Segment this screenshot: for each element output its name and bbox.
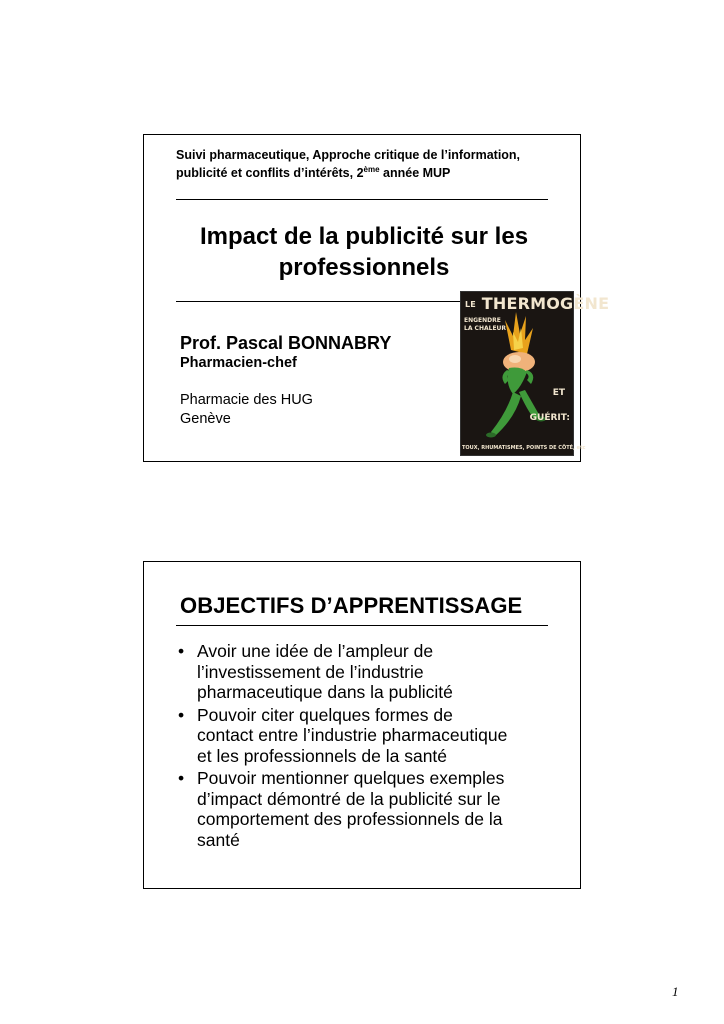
presenter-city: Genève (180, 411, 231, 427)
list-item (178, 705, 548, 767)
bullet-icon: • (178, 704, 185, 725)
course-header-line2-pre: publicité et conflits d’intérêts, 2 (176, 166, 364, 180)
slide-title (143, 134, 610, 462)
title-line1: Impact de la publicité sur les (199, 223, 529, 250)
bullet-line: et les professionnels de la santé (197, 745, 448, 766)
bullet-icon: • (178, 768, 185, 788)
list-item (178, 641, 548, 703)
header-divider (176, 199, 548, 200)
bullet-line: l’investissement de l’industrie (197, 661, 424, 682)
poster-subtitle-line1: ENGENDRE (464, 317, 501, 324)
bullet-line: Avoir une idée de l’ampleur de (197, 641, 434, 661)
objectives-title: OBJECTIFS D’APPRENTISSAGE (180, 593, 523, 618)
course-header-sup: ème (363, 164, 380, 174)
course-header (176, 146, 586, 182)
poster-title (465, 294, 609, 313)
poster-title-le: LE (465, 300, 476, 309)
bullet-line: Pouvoir citer quelques formes de (197, 704, 453, 725)
poster-bottom-text: TOUX, RHUMATISMES, POINTS DE CÔTÉ, etc (462, 445, 586, 451)
course-header-line1: Suivi pharmaceutique, Approche critique de l’information, (176, 148, 521, 162)
slide-objectives (143, 561, 581, 889)
bullet-line: comportement des professionnels de la (197, 809, 503, 829)
bullet-line: pharmaceutique dans la publicité (197, 682, 453, 702)
bullet-line: d’impact démontré de la publicité sur le (197, 788, 501, 809)
poster-subtitle-line2: LA CHALEUR (464, 325, 507, 332)
presenter-institution: Pharmacie des HUG (180, 392, 313, 408)
bullet-icon: • (178, 641, 185, 661)
bullet-line: Pouvoir mentionner quelques exemples (197, 768, 505, 788)
poster-et: ET (552, 388, 565, 398)
course-header-line2-post: année MUP (379, 166, 451, 180)
course-header-line2 (176, 164, 586, 182)
list-item (178, 768, 548, 850)
slide-title-text (174, 221, 554, 283)
title-divider (176, 301, 460, 302)
presenter-role: Pharmacien-chef (180, 355, 297, 371)
bullet-line: santé (197, 829, 240, 850)
page-number: 1 (672, 984, 679, 999)
objectives-divider (176, 625, 548, 626)
poster-title-word: THERMOGÈNE (481, 294, 610, 313)
bullet-line: contact entre l’industrie pharmaceutique (197, 725, 508, 745)
thermogene-poster-image (460, 291, 610, 456)
title-line2: professionnels (278, 254, 450, 281)
poster-gueri: GUÉRIT: (529, 413, 570, 423)
presenter-name: Prof. Pascal BONNABRY (180, 333, 392, 353)
objectives-list (178, 641, 548, 852)
